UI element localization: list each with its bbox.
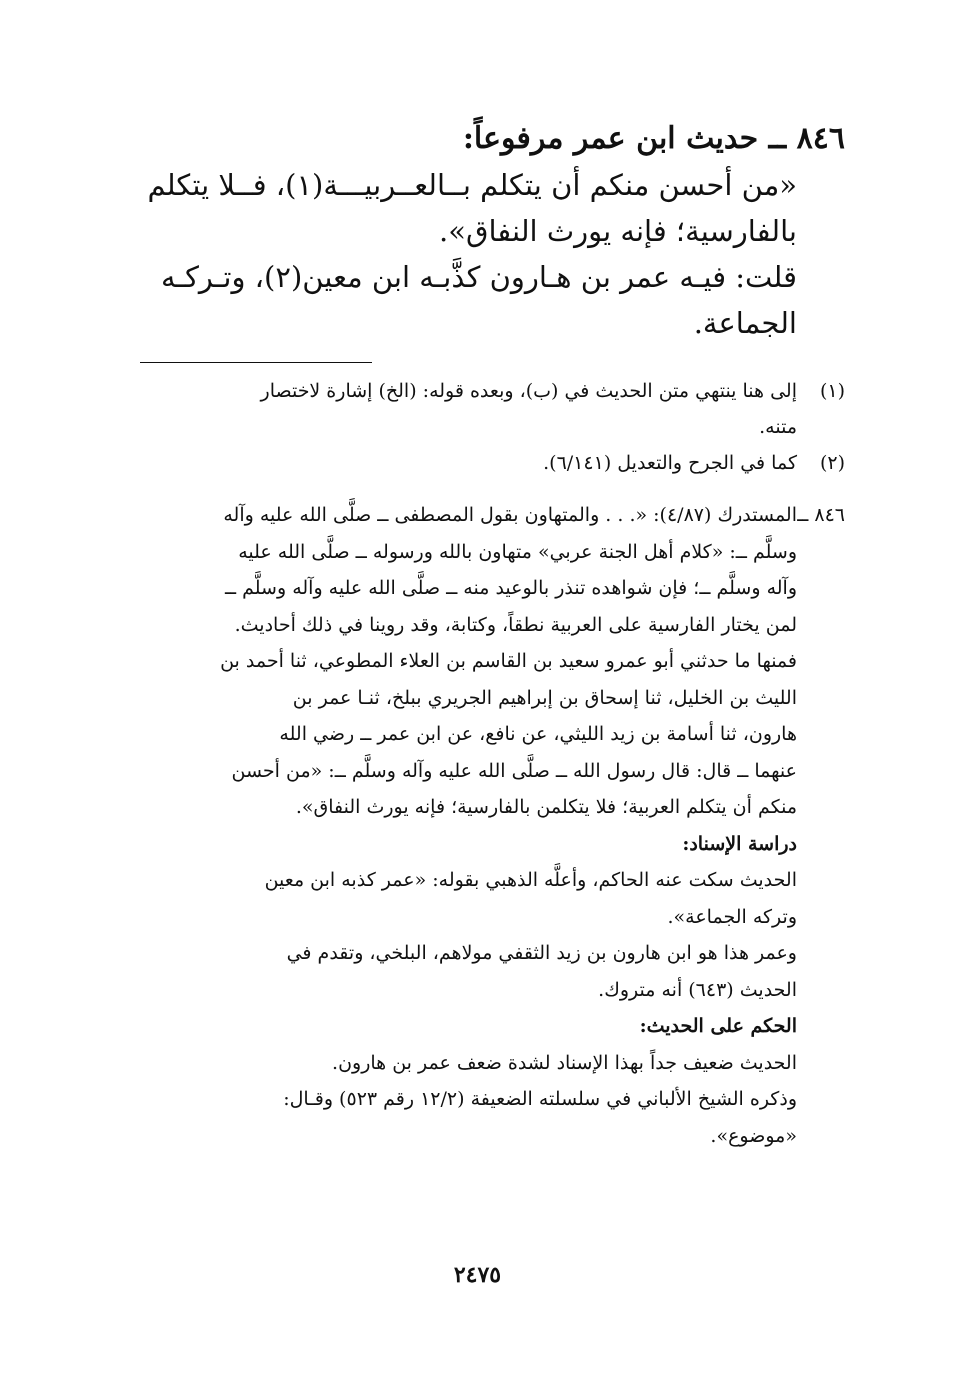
commentary-number: ٨٤٦ ــ [797, 504, 845, 526]
commentary-line: وسلَّم ــ: «كلام أهل الجنة عربي» متهاون بالله ورسوله ــ صلَّى الله عليه [238, 540, 797, 563]
footnote-number: (٢) [819, 452, 845, 474]
hukm-line: الحديث ضعيف جداً بهذا الإسناد لشدة ضعف عمر بن هارون. [332, 1051, 797, 1074]
hukm-heading: الحكم على الحديث: [639, 1015, 797, 1037]
footnote-line: متنه. [759, 416, 797, 438]
page-number: ٢٤٧٥ [453, 1262, 502, 1288]
commentary-line: فمنها ما حدثني أبو عمرو سعيد بن القاسم بن العلاء المطوعي، ثنا أحمد بن [220, 650, 797, 672]
footnote [140, 445, 845, 481]
isnad-heading: دراسة الإسناد: [682, 832, 797, 855]
hadith-line: الجماعة. [693, 306, 797, 340]
footnotes [140, 373, 845, 481]
isnad-line: وعمر هذا هو ابن هارون بن زيد الثقفي مولاهم، البلخي، وتقدم في [286, 942, 797, 964]
hadith-line: بالفارسية؛ فإنه يورث النفاق». [438, 214, 797, 248]
footnote-separator [140, 346, 845, 373]
footnote-line: كما في الجرح والتعديل (٦/١٤١). [543, 452, 797, 474]
commentary-line: منكم أن يتكلم العربية؛ فلا يتكلمن بالفارسية؛ فإنه يورث النفاق». [295, 796, 797, 818]
commentary-line: المستدرك (٤/٨٧): «. . . والمتهاون بقول المصطفى ــ صلَّى الله عليه وآله [223, 504, 797, 526]
commentary-line: لمن يختار الفارسية على العربية نطقاً، وكتابة، وقد روينا في ذلك أحاديث. [234, 613, 797, 636]
footnote-number: (١) [819, 380, 845, 402]
commentary-line: الليث بن الخليل، ثنا إسحاق بن إبراهيم الجريري ببلخ، ثنـا عمر بن [292, 686, 797, 709]
footnote-line: إلى هنا ينتهي متن الحديث في (ب)، وبعده قوله: (الخ) إشارة لاختصار [260, 380, 797, 402]
commentary-line: وآله وسلَّم ــ؛ فإن شواهده تنذر بالوعيد منه ــ صلَّى الله عليه وآله وسلَّم ــ [224, 577, 797, 599]
hukm-line: «موضوع». [710, 1124, 797, 1147]
isnad-line: وتركه الجماعة». [667, 905, 797, 928]
hadith-section [140, 116, 845, 346]
isnad-line: الحديث (٦٤٣) أنه متروك. [598, 978, 797, 1001]
hadith-line: «من أحسن منكم أن يتكلم بــالعــربيـــة(١)، فــلا يتكلم [147, 168, 797, 202]
hadith-heading: ٨٤٦ ــ حديث ابن عمر مرفوعاً: [462, 121, 845, 156]
footnote [140, 373, 845, 445]
hadith-line: قلت: فيـه عمر بن هـارون كذَّبـه ابن معين(٢)، وتـركـه [161, 260, 797, 294]
commentary-line: هارون، ثنا أسامة بن زيد الليثي، عن نافع، عن ابن عمر ــ رضي الله [279, 723, 797, 745]
page-body [140, 110, 845, 1154]
isnad-line: الحديث سكت عنه الحاكم، وأعلَّه الذهبي بقوله: «عمر كذبه ابن معين [264, 869, 797, 891]
hukm-line: وذكره الشيخ الألباني في سلسلته الضعيفة (١٢/٢ رقم ٥٢٣) وقـال: [283, 1088, 797, 1110]
commentary-section [140, 497, 845, 1154]
commentary-line: عنهما ــ قال: قال رسول الله ــ صلَّى الله عليه وآله وسلَّم ــ: «من أحسن [231, 759, 797, 782]
